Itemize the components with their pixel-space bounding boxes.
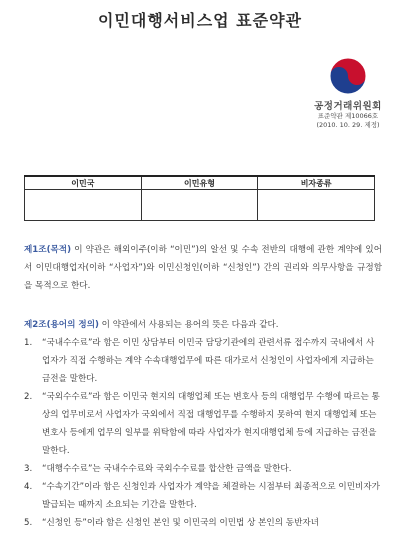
cell-immigration-country[interactable] <box>25 190 142 221</box>
list-item <box>24 460 382 478</box>
article-1 <box>24 241 382 295</box>
list-item-number: 3. <box>24 464 33 474</box>
list-item-text: “대행수수료”는 국내수수료와 국외수수료를 합산한 금액을 말한다. <box>42 464 292 474</box>
agency-name: 공정거래위원회 <box>314 101 382 112</box>
list-item-text: “수속기간”이라 함은 신청인과 사업자가 계약을 체결하는 시점부터 최종적으로 이민비자가 발급되는 때까지 소요되는 기간을 말한다. <box>42 482 380 510</box>
cell-visa-type[interactable] <box>258 190 375 221</box>
list-item-number: 5. <box>24 518 33 528</box>
article-2 <box>24 316 382 532</box>
enactment-date: (2010. 10. 29. 제정) <box>316 121 380 129</box>
document-title: 이민대행서비스업 표준약관 <box>97 11 303 30</box>
article-2-paragraph <box>24 316 382 334</box>
list-item-text: “신청인 등”이라 함은 신청인 본인 및 이민국의 이민법 상 본인의 동반자녀 <box>42 518 319 528</box>
header-visa-type: 비자종류 <box>258 176 375 190</box>
list-item-number: 1. <box>24 338 33 348</box>
article-2-body: 이 약관에서 사용되는 용어의 뜻은 다음과 같다. <box>98 320 279 330</box>
cell-immigration-type[interactable] <box>141 190 258 221</box>
list-item-number: 4. <box>24 482 33 492</box>
article-1-heading: 제1조(목적) <box>24 245 72 255</box>
article-1-paragraph <box>24 241 382 295</box>
taegeuk-emblem-icon <box>328 56 368 96</box>
list-item <box>24 478 382 514</box>
agency-logo-block <box>296 56 400 130</box>
list-item-number: 2. <box>24 392 33 402</box>
table-row <box>25 190 375 221</box>
article-1-body: 이 약관은 해외이주(이하 “이민”)의 알선 및 수속 전반의 대행에 관한 계약에 있어서 이민대행업자(이하 “사업자”)와 이민신청인(이하 “신청인”) 간의 권리와 의무사항을 규정함을 목적으로 한다. <box>24 245 382 291</box>
immigration-info-table <box>24 175 375 221</box>
definition-list <box>24 334 382 532</box>
list-item <box>24 388 382 460</box>
list-item <box>24 334 382 388</box>
header-immigration-country: 이민국 <box>25 176 142 190</box>
list-item <box>24 514 382 532</box>
list-item-text: “국내수수료”라 함은 이민 상담부터 이민국 담당기관에의 관련서류 접수까지 국내에서 사업자가 직접 수행하는 계약 수속대행업무에 따른 대가로서 신청인이 사업자에게 지급하는 금전을 말한다. <box>42 338 375 384</box>
article-2-heading: 제2조(용어의 정의) <box>24 320 99 330</box>
list-item-text: “국외수수료”라 함은 이민국 현지의 대행업체 또는 변호사 등의 대행업무 수행에 따르는 통상의 업무비로서 사업자가 국외에서 직접 대행업무를 수행하지 못하여 현지 대행업체 또는 변호사 등에게 업무의 일부를 위탁함에 따라 사업자가 현지대행업체 등에 지급하는 금전을 말한다. <box>42 392 380 456</box>
header-immigration-type: 이민유형 <box>141 176 258 190</box>
table-header-row <box>25 176 375 190</box>
form-number: 표준약관 제10066호 <box>317 112 379 120</box>
